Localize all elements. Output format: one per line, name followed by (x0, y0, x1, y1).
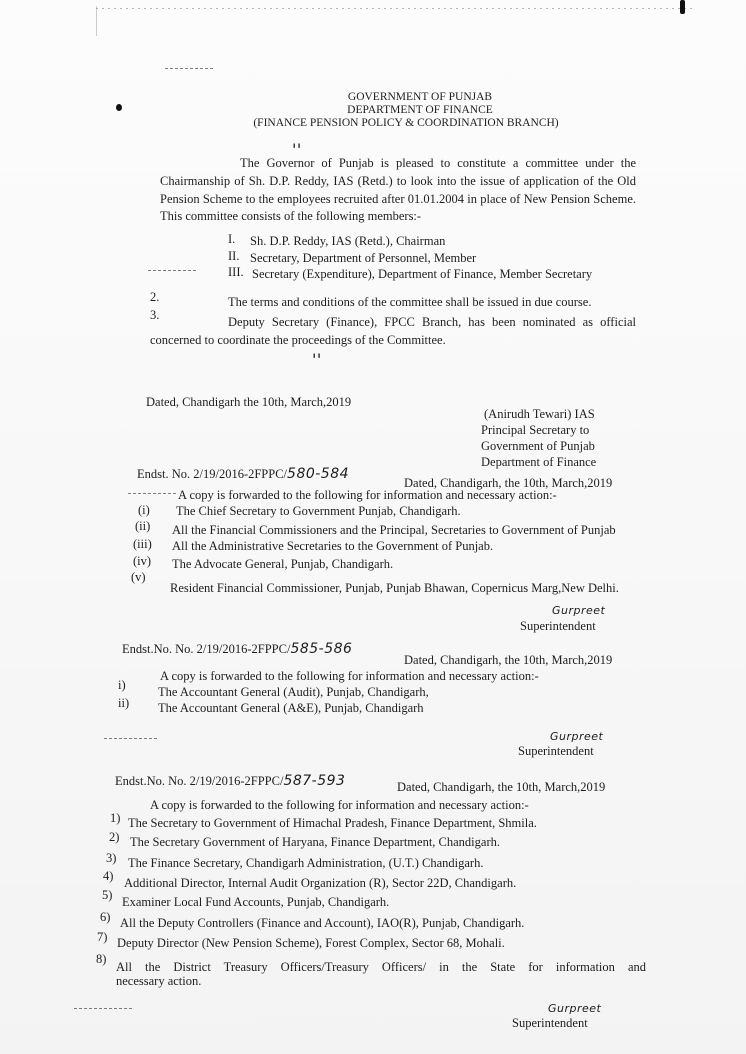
member-num: III. (228, 265, 244, 279)
header-government: GOVERNMENT OF PUNJAB (347, 91, 493, 103)
endst1-item: Resident Financial Commissioner, Punjab, Punjab Bhawan, Copernicus Marg,New Delhi. (170, 581, 619, 595)
endst1-dated: Dated, Chandigarh, the 10th, March,2019 (404, 476, 613, 490)
scan-speck (116, 104, 122, 111)
endst2-item-num: ii) (118, 696, 130, 710)
endst1-item: The Advocate General, Punjab, Chandigarh. (172, 557, 394, 571)
signatory-department: Department of Finance (481, 455, 597, 469)
endst3-item-num: 7) (97, 930, 108, 944)
header-branch: (FINANCE PENSION POLICY & COORDINATION BRANCH) (253, 117, 559, 129)
endst3-item: Additional Director, Internal Audit Organization (R), Sector 22D, Chandigarh. (124, 876, 517, 890)
signatory-name: (Anirudh Tewari) IAS (484, 407, 595, 421)
endst3-item: Examiner Local Fund Accounts, Punjab, Chandigarh. (122, 895, 390, 909)
member-text: Sh. D.P. Reddy, IAS (Retd.), Chairman (250, 234, 446, 248)
endst2-number (122, 641, 352, 657)
endst1-handwritten-range: 580-584 (287, 466, 350, 482)
handwritten-tick: '' (312, 350, 322, 369)
header-department: DEPARTMENT OF FINANCE (347, 104, 493, 116)
endst2-signed-by: Superintendent (518, 744, 594, 758)
para2-text: The terms and conditions of the committee shall be issued in due course. (228, 295, 592, 309)
scan-scribble (74, 1008, 134, 1009)
endst1-item-num: (iii) (133, 537, 152, 551)
endst1-item: All the Administrative Secretaries to the Government of Punjab. (172, 539, 494, 553)
scan-scribble (128, 493, 176, 494)
para3-line2: concerned to coordinate the proceedings of the Committee. (150, 333, 446, 347)
endst3-item-num: 8) (96, 952, 107, 966)
endst2-number-text: Endst.No. No. 2/19/2016-2FPPC/ (122, 642, 291, 656)
endst2-initials: Gurpreet (550, 730, 604, 743)
para3-line1: Deputy Secretary (Finance), FPCC Branch, has been nominated as official (228, 315, 636, 329)
endst1-intro: A copy is forwarded to the following for information and necessary action:- (178, 488, 557, 502)
endst3-item: The Finance Secretary, Chandigarh Administration, (U.T.) Chandigarh. (128, 856, 484, 870)
endst3-item: The Secretary to Government of Himachal Pradesh, Finance Department, Shmila. (128, 816, 537, 830)
endst3-dated: Dated, Chandigarh, the 10th, March,2019 (397, 780, 606, 794)
endst3-item-num: 1) (110, 811, 121, 825)
member-text: Secretary, Department of Personnel, Member (250, 251, 477, 265)
endst3-signed-by: Superintendent (512, 1016, 588, 1030)
signatory-government: Government of Punjab (481, 439, 595, 453)
endst2-dated: Dated, Chandigarh, the 10th, March,2019 (404, 653, 613, 667)
para1-line: Chairmanship of Sh. D.P. Reddy, IAS (Retd.) to look into the issue of application of the Old (160, 174, 636, 188)
endst3-item-num: 6) (100, 910, 111, 924)
scan-scribble (104, 738, 158, 739)
endst3-item-num: 5) (102, 888, 113, 902)
para2-num: 2. (150, 290, 160, 304)
signatory-designation: Principal Secretary to (481, 423, 590, 437)
endst1-signed-by: Superintendent (520, 619, 596, 633)
endst3-number (115, 773, 345, 789)
endst3-number-text: Endst.No. No. 2/19/2016-2FPPC/ (115, 774, 284, 788)
member-num: II. (228, 249, 240, 263)
endst1-item: The Chief Secretary to Government Punjab, Chandigarh. (176, 504, 461, 518)
endst1-item: All the Financial Commissioners and the Principal, Secretaries to Government of Punjab (172, 523, 616, 537)
endst2-handwritten-range: 585-586 (290, 641, 353, 657)
endst3-intro: A copy is forwarded to the following for information and necessary action:- (150, 798, 529, 812)
endst1-item-num: (iv) (133, 554, 152, 568)
endst1-initials: Gurpreet (552, 604, 606, 617)
endst1-item-num: (ii) (135, 519, 151, 533)
endst3-item-cont: necessary action. (116, 974, 202, 988)
para1-line: The Governor of Punjab is pleased to constitute a committee under the (240, 156, 636, 170)
para1-line: Pension Scheme to the employees recruited after 01.01.2004 in place of New Pension Scheme. (160, 192, 636, 206)
endst3-initials: Gurpreet (548, 1002, 602, 1015)
member-num: I. (228, 232, 236, 246)
endst2-item-num: i) (118, 678, 126, 692)
endst2-item: The Accountant General (Audit), Punjab, Chandigarh, (158, 685, 429, 699)
endst2-item: The Accountant General (A&E), Punjab, Chandigarh (158, 701, 424, 715)
scan-scribble (165, 68, 213, 69)
handwritten-tick: '' (292, 140, 302, 159)
scan-edge-mark (96, 6, 97, 36)
dated-main: Dated, Chandigarh the 10th, March,2019 (146, 395, 352, 409)
member-text: Secretary (Expenditure), Department of Finance, Member Secretary (252, 267, 593, 281)
endst1-item-num: (i) (138, 503, 150, 517)
endst3-item-num: 3) (106, 851, 117, 865)
endst1-item-num: (v) (131, 570, 146, 584)
endst2-intro: A copy is forwarded to the following for information and necessary action:- (160, 669, 539, 683)
endst3-item: Deputy Director (New Pension Scheme), Forest Complex, Sector 68, Mohali. (117, 936, 505, 950)
para3-num: 3. (150, 308, 160, 322)
endst3-item: The Secretary Government of Haryana, Finance Department, Chandigarh. (130, 835, 500, 849)
endst3-item-num: 2) (109, 830, 120, 844)
endst1-number-text: Endst. No. 2/19/2016-2FPPC/ (137, 467, 288, 481)
endst1-number (137, 466, 349, 482)
endst3-item: All the District Treasury Officers/Treasury Officers/ in the State for information and (116, 960, 646, 974)
scan-scribble (148, 270, 196, 271)
endst3-item: All the Deputy Controllers (Finance and Account), IAO(R), Punjab, Chandigarh. (120, 916, 525, 930)
para1-line: This committee consists of the following members:- (160, 209, 422, 223)
endst3-handwritten-range: 587-593 (283, 773, 346, 789)
scan-speck (680, 0, 685, 14)
endst3-item-num: 4) (103, 869, 114, 883)
scan-edge-line (96, 8, 696, 9)
